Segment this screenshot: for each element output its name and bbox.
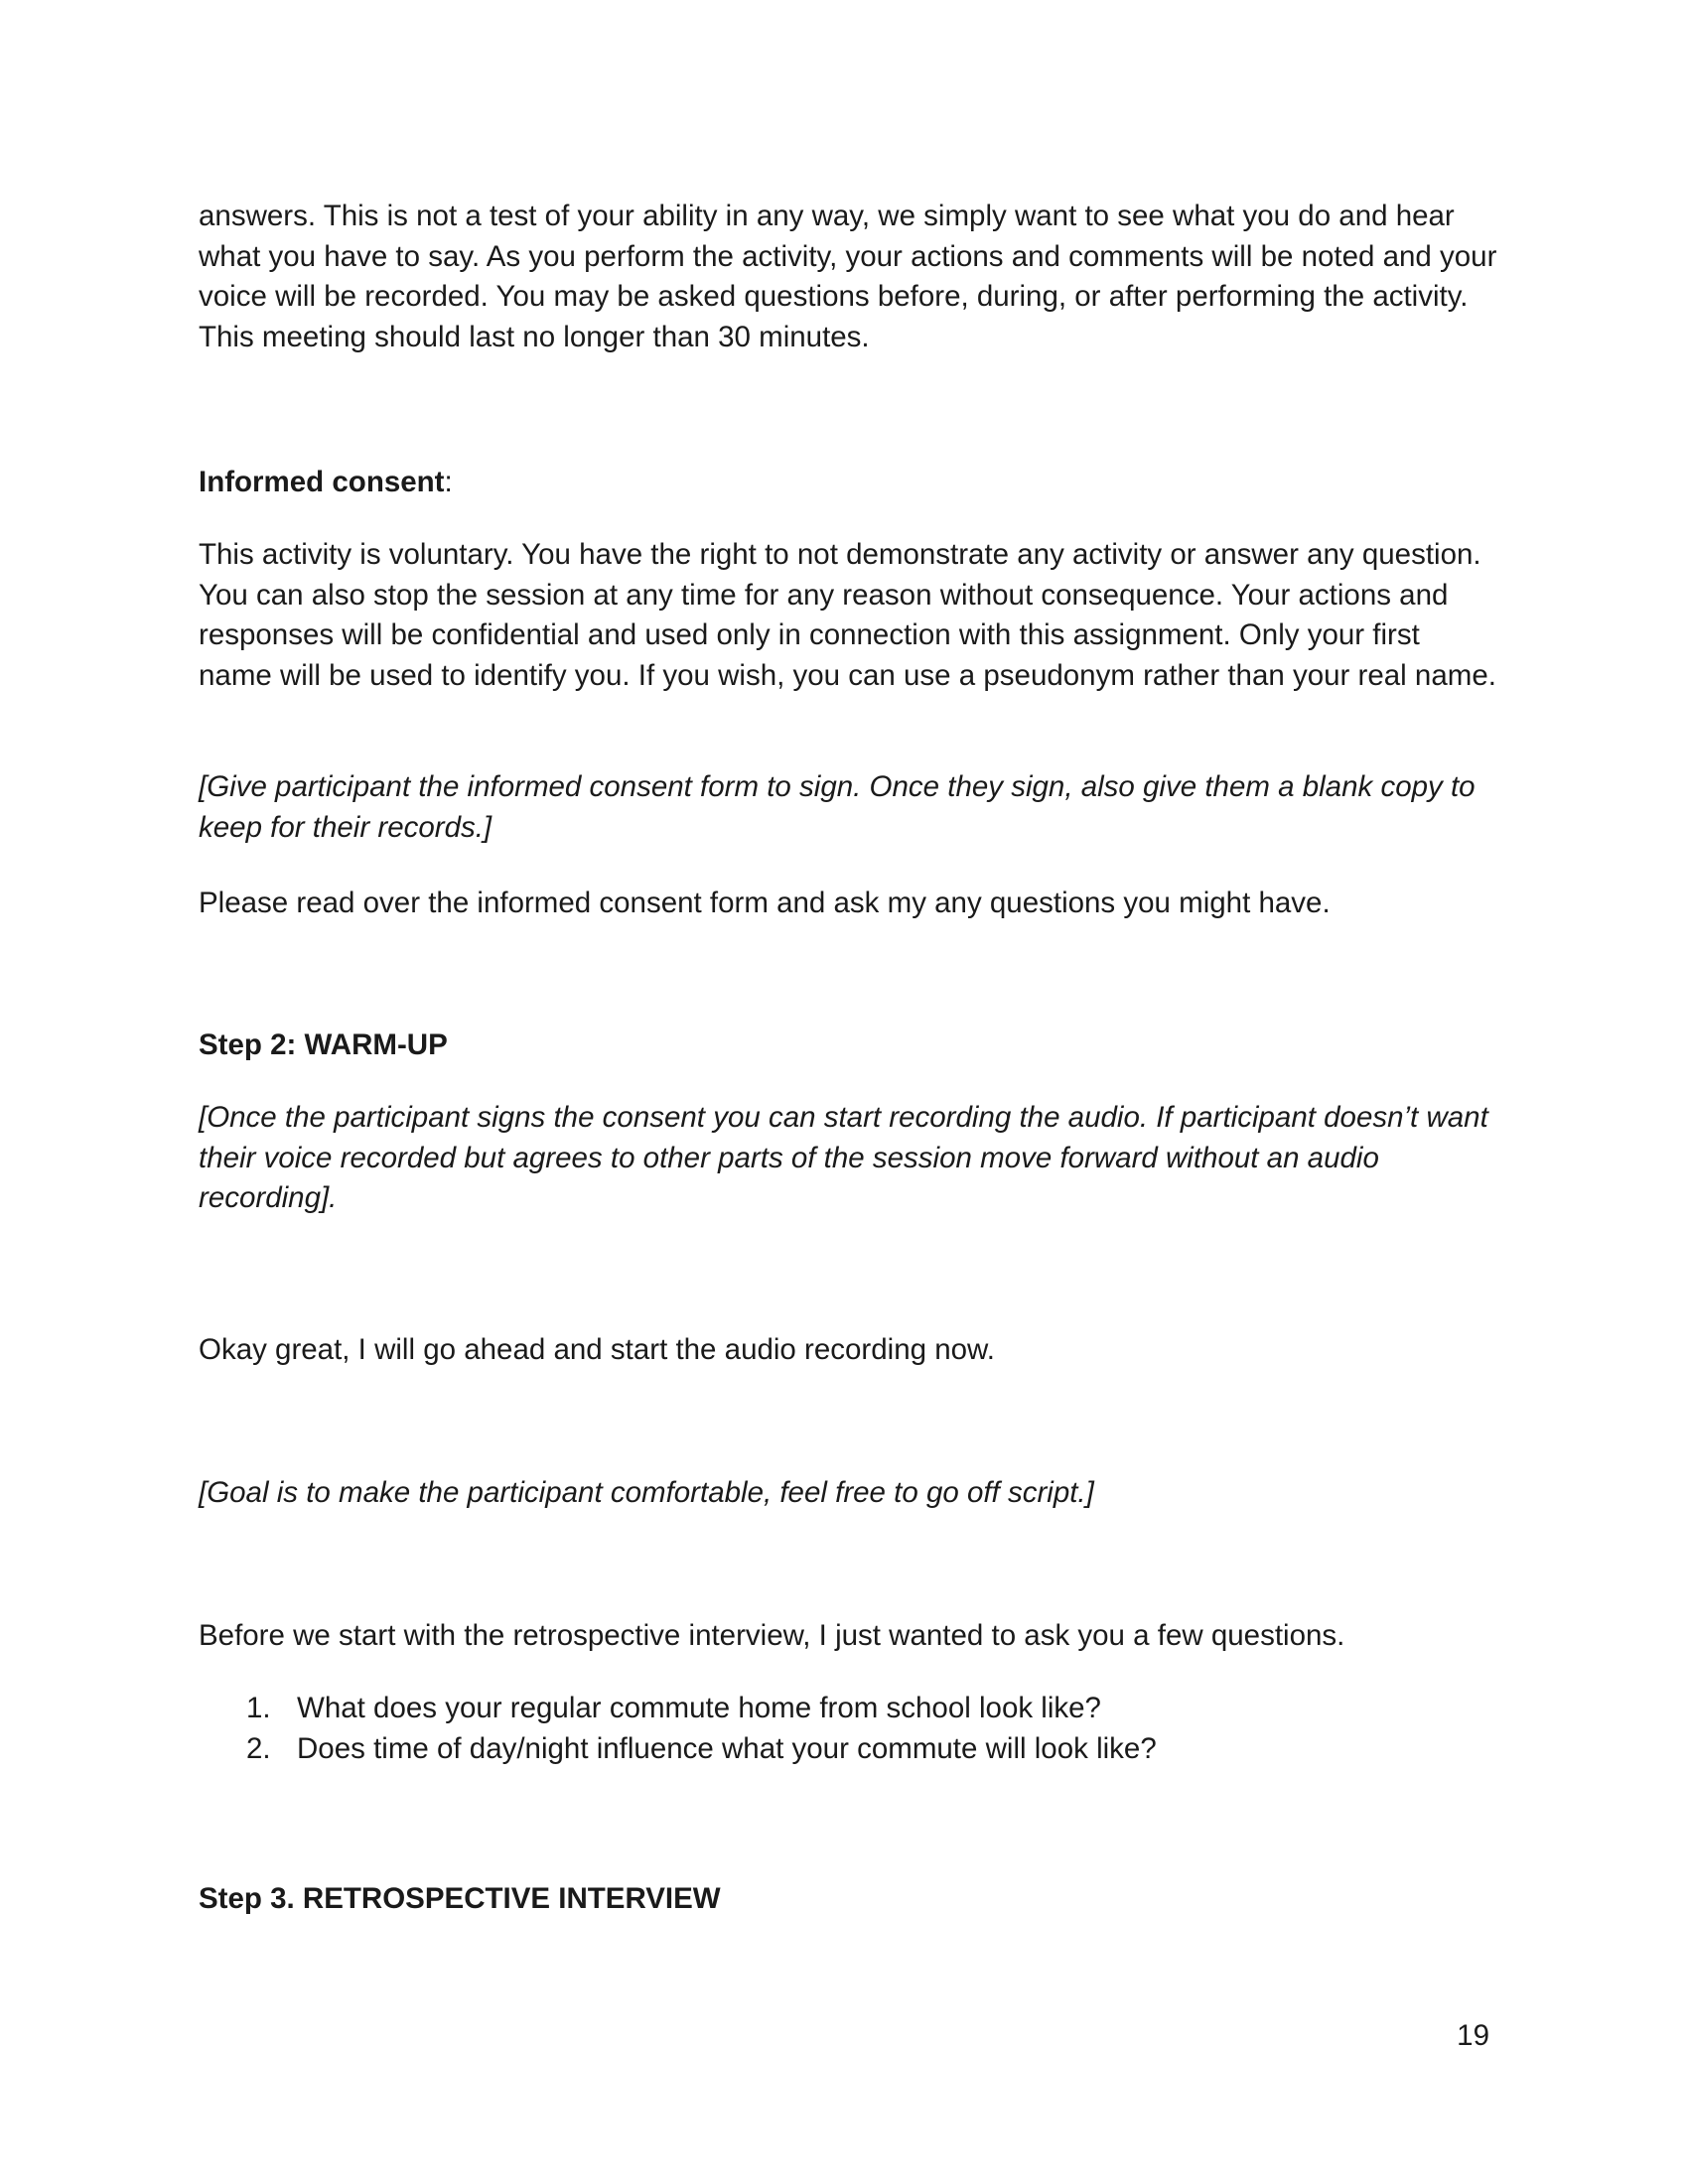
goal-instruction: [Goal is to make the participant comfortable, feel free to go off script.] — [199, 1476, 1094, 1509]
list-item-text: What does your regular commute home from school look like? — [297, 1692, 1101, 1724]
list-item-number: 2. — [246, 1731, 271, 1765]
list-item — [199, 1689, 1499, 1729]
consent-paragraph: This activity is voluntary. You have the right to not demonstrate any activity or answer any question. You can also stop the session at any time for any reason without consequence. Your actions and responses will be confidential and used only in connection with this assignment. Only your first name will be used to identify you. If you wish, you can use a pseudonym rather than your real name. — [199, 538, 1496, 692]
intro-paragraph: answers. This is not a test of your ability in any way, we simply want to see what you do and hear what you have to say. As you perform the activity, your actions and comments will be noted and your voice will be recorded. You may be asked questions before, during, or after performing the activity. This meeting should last no longer than 30 minutes. — [199, 200, 1497, 353]
informed-consent-heading — [199, 463, 1499, 503]
recording-instruction: [Once the participant signs the consent you can start recording the audio. If participant doesn’t want their voice recorded but agrees to other parts of the session move forward without an audio recording]. — [199, 1101, 1488, 1215]
list-item — [199, 1729, 1499, 1770]
informed-consent-heading-text: Informed consent — [199, 466, 445, 498]
warmup-lead-in: Before we start with the retrospective interview, I just wanted to ask you a few questions. — [199, 1619, 1345, 1652]
step2-heading: Step 2: WARM-UP — [199, 1028, 448, 1061]
consent-form-instruction: [Give participant the informed consent form to sign. Once they sign, also give them a blank copy to keep for their records.] — [199, 770, 1476, 844]
start-recording-paragraph: Okay great, I will go ahead and start the audio recording now. — [199, 1333, 995, 1366]
page-number: 19 — [1457, 2019, 1489, 2052]
informed-consent-heading-colon: : — [444, 466, 453, 498]
step3-heading: Step 3. RETROSPECTIVE INTERVIEW — [199, 1882, 721, 1915]
list-item-number: 1. — [246, 1692, 271, 1724]
warmup-question-list — [199, 1689, 1499, 1769]
consent-request-paragraph: Please read over the informed consent form and ask my any questions you might have. — [199, 887, 1331, 919]
list-item-text: Does time of day/night influence what your commute will look like? — [297, 1731, 1157, 1765]
